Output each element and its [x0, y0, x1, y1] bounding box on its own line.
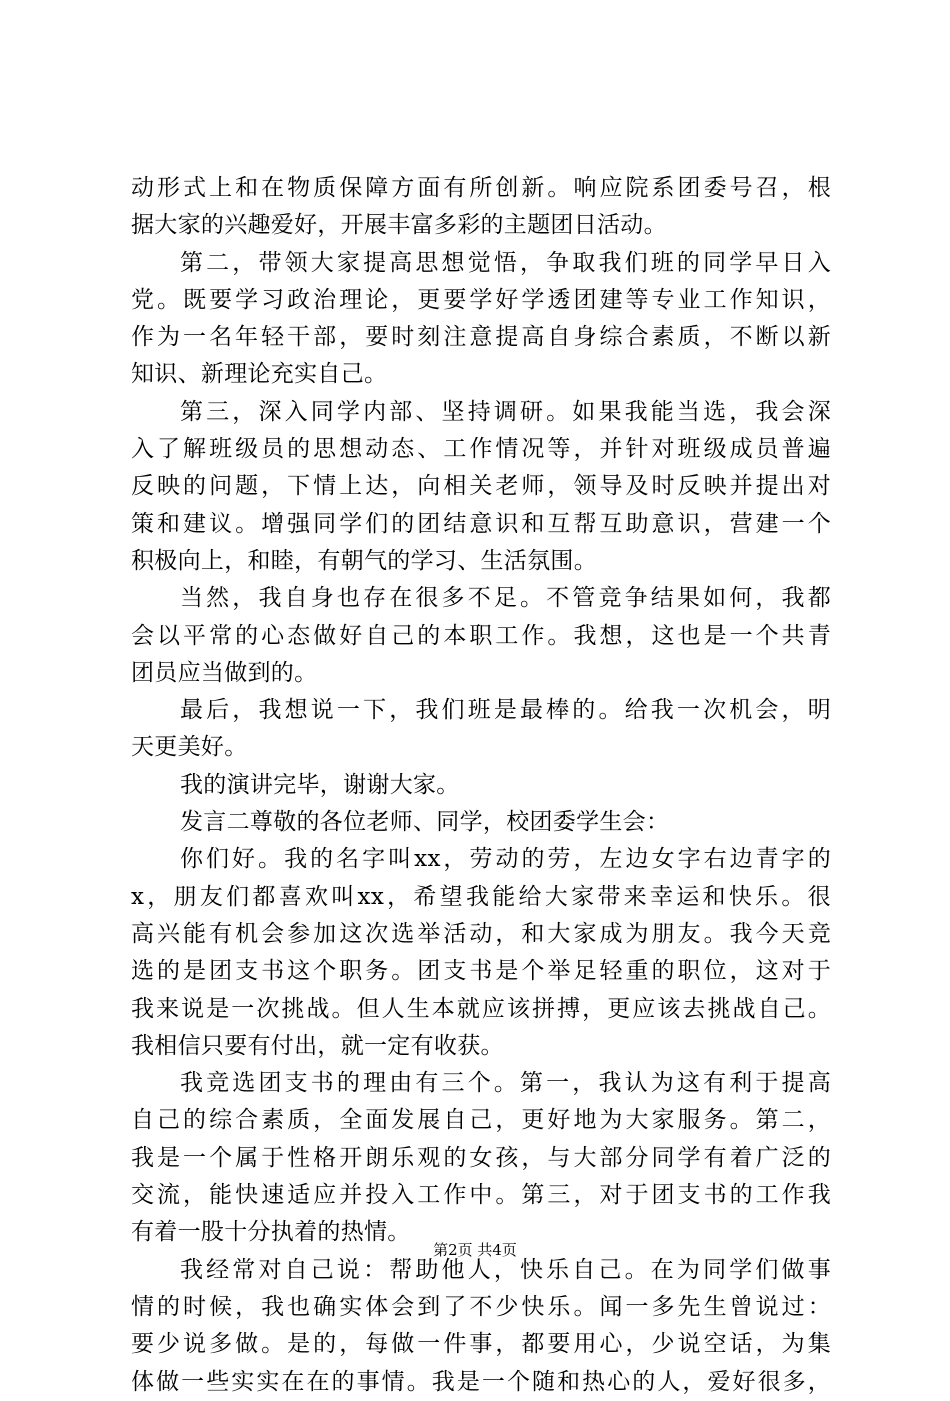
text-line: 团员应当做到的。 — [131, 659, 318, 686]
text-line: 作为一名年轻干部，要时刻注意提高自身综合素质，不断以新 — [131, 324, 831, 351]
text-line: 党。既要学习政治理论，更要学好学透团建等专业工作知识， — [131, 286, 831, 313]
text-line: 自己的综合素质，全面发展自己，更好地为大家服务。第二， — [131, 1107, 831, 1134]
text-line: x，朋友们都喜欢叫xx，希望我能给大家带来幸运和快乐。很 — [131, 883, 831, 910]
text-line: 知识、新理论充实自己。 — [131, 361, 388, 388]
text-line: 当然，我自身也存在很多不足。不管竞争结果如何，我都 — [180, 585, 831, 612]
document-body — [131, 170, 831, 1401]
text-line: 我来说是一次挑战。但人生本就应该拼搏，更应该去挑战自己。 — [131, 995, 831, 1022]
text-line: 我竞选团支书的理由有三个。第一，我认为这有利于提高 — [180, 1070, 831, 1097]
text-line: 我的演讲完毕，谢谢大家。 — [180, 771, 460, 798]
text-line: 动形式上和在物质保障方面有所创新。响应院系团委号召，根 — [131, 175, 831, 201]
text-line: 我是一个属于性格开朗乐观的女孩，与大部分同学有着广泛的 — [131, 1144, 831, 1171]
text-line: 有着一股十分执着的热情。 — [131, 1219, 411, 1246]
text-line: 第二，带领大家提高思想觉悟，争取我们班的同学早日入 — [180, 249, 831, 276]
text-line: 入了解班级员的思想动态、工作情况等，并针对班级成员普遍 — [131, 436, 831, 463]
text-line: 要少说多做。是的，每做一件事，都要用心，少说空话，为集 — [131, 1331, 831, 1358]
text-line: 天更美好。 — [131, 734, 248, 761]
text-line: 情的时候，我也确实体会到了不少快乐。闻一多先生曾说过： — [131, 1293, 831, 1320]
text-line: 选的是团支书这个职务。团支书是个举足轻重的职位，这对于 — [131, 958, 831, 985]
text-line: 高兴能有机会参加这次选举活动，和大家成为朋友。我今天竞 — [131, 920, 831, 947]
text-line: 反映的问题，下情上达，向相关老师，领导及时反映并提出对 — [131, 473, 831, 500]
text-line: 策和建议。增强同学们的团结意识和互帮互助意识，营建一个 — [131, 510, 831, 537]
text-line: 积极向上，和睦，有朝气的学习、生活氛围。 — [131, 547, 597, 574]
text-line: 据大家的兴趣爱好，开展丰富多彩的主题团日活动。 — [131, 212, 667, 239]
text-line: 发言二尊敬的各位老师、同学，校团委学生会： — [180, 809, 670, 836]
text-line: 第三，深入同学内部、坚持调研。如果我能当选，我会深 — [180, 398, 831, 425]
text-line: 最后，我想说一下，我们班是最棒的。给我一次机会，明 — [180, 697, 831, 724]
text-line: 交流，能快速适应并投入工作中。第三，对于团支书的工作我 — [131, 1182, 831, 1209]
text-line: 我经常对自己说：帮助他人，快乐自己。在为同学们做事 — [180, 1256, 831, 1283]
text-line: 会以平常的心态做好自己的本职工作。我想，这也是一个共青 — [131, 622, 831, 649]
text-line: 你们好。我的名字叫xx，劳动的劳，左边女字右边青字的 — [180, 846, 831, 873]
text-line: 体做一些实实在在的事情。我是一个随和热心的人，爱好很多， — [131, 1368, 831, 1395]
page-footer: 第2页 共4页 — [433, 1241, 517, 1259]
text-line: 我相信只要有付出，就一定有收获。 — [131, 1032, 504, 1059]
